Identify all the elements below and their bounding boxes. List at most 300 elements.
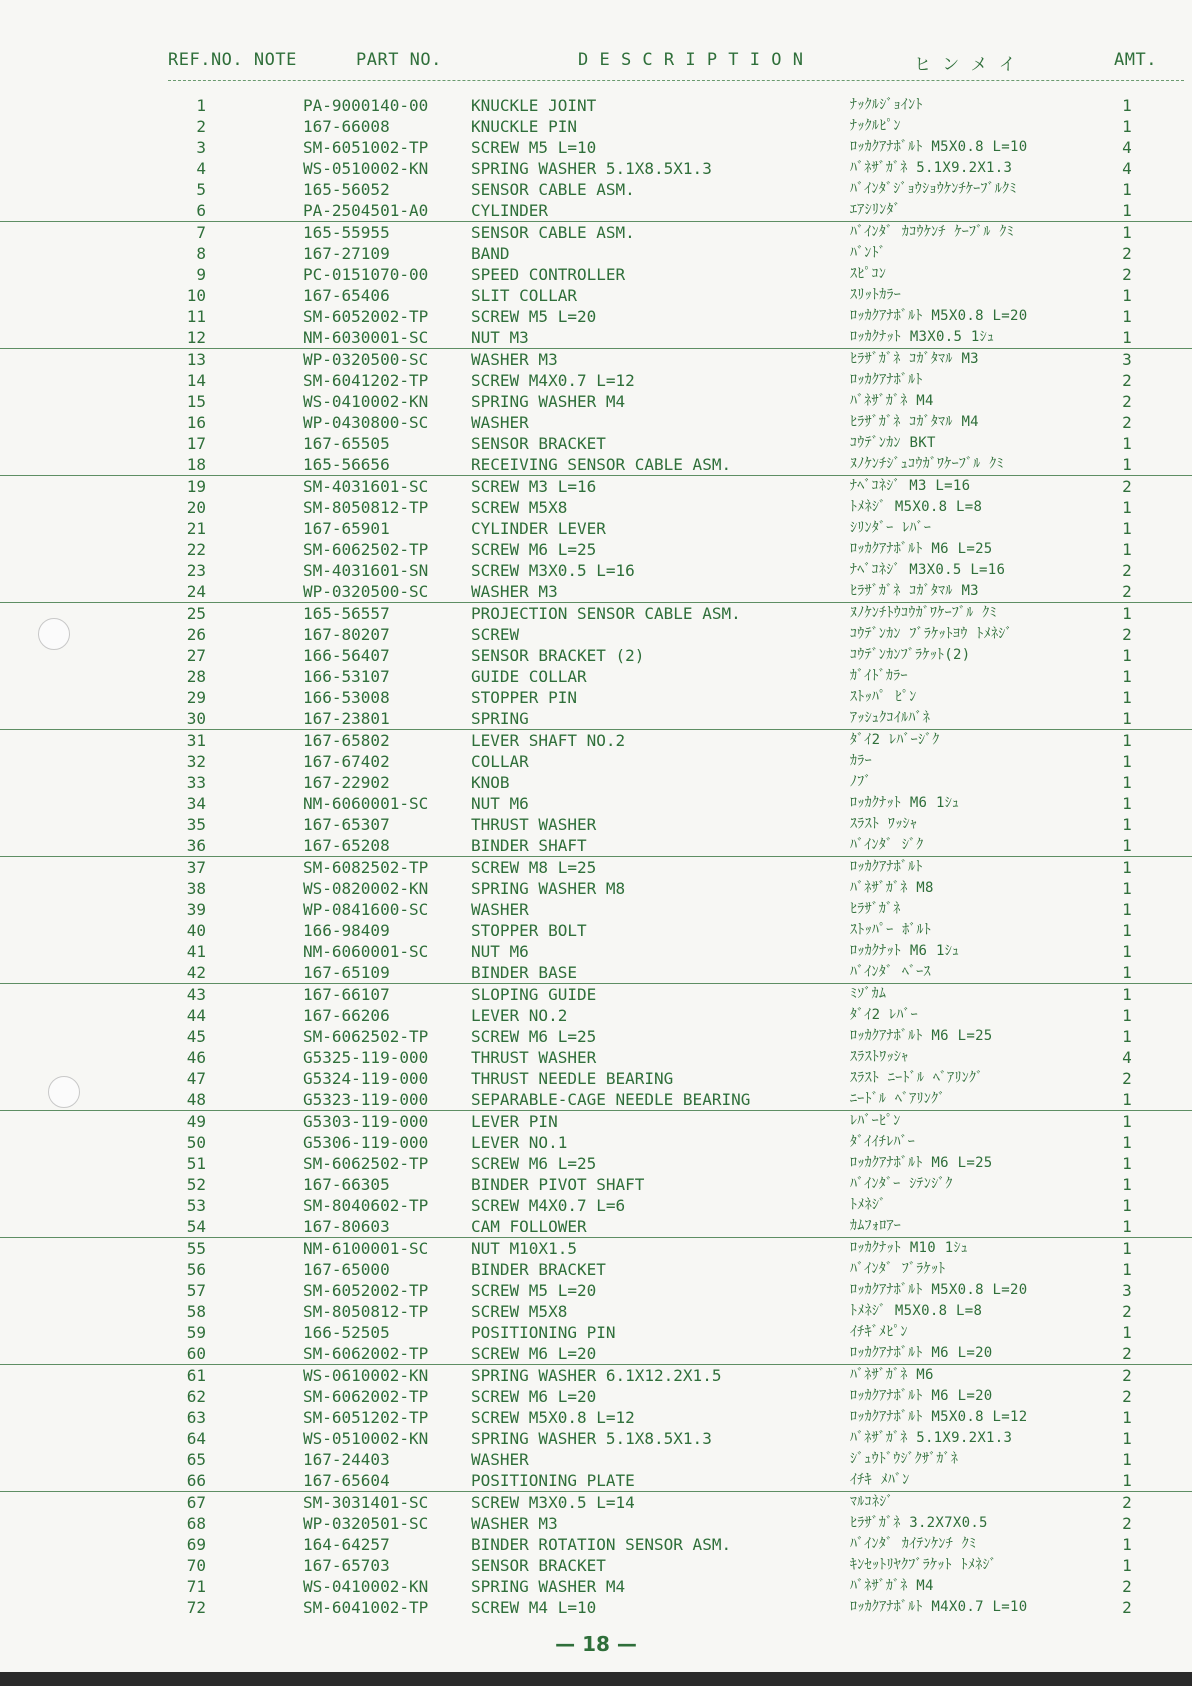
hinmei: ｽﾄｯﾊﾟ ﾋﾟﾝ	[850, 689, 917, 705]
table-row	[0, 1492, 1192, 1513]
part-number: WP-0841600-SC	[303, 900, 429, 919]
part-number: SM-6062002-TP	[303, 1344, 429, 1363]
description: SENSOR CABLE ASM.	[471, 223, 635, 242]
part-number: G5306-119-000	[303, 1133, 429, 1152]
part-number: 166-53107	[303, 667, 390, 686]
table-row	[0, 1301, 1192, 1322]
table-row	[0, 476, 1192, 497]
table-row	[0, 1534, 1192, 1555]
part-number: SM-6052002-TP	[303, 1281, 429, 1300]
ref-number: 39	[186, 900, 206, 919]
part-number: SM-6041202-TP	[303, 371, 429, 390]
ref-number: 14	[186, 371, 206, 390]
description: THRUST NEEDLE BEARING	[471, 1069, 674, 1088]
table-row	[0, 1216, 1192, 1238]
amount: 2	[1122, 244, 1132, 263]
ref-number: 17	[186, 434, 206, 453]
ref-number: 6	[196, 201, 206, 220]
part-number: G5324-119-000	[303, 1069, 429, 1088]
table-row	[0, 1470, 1192, 1492]
description: COLLAR	[471, 752, 529, 771]
amount: 1	[1122, 646, 1132, 665]
hinmei: ﾀﾞｲ2 ﾚﾊﾞｰｼﾞｸ	[850, 732, 940, 748]
ref-number: 56	[186, 1260, 206, 1279]
hinmei: ｽﾗｽﾄ ﾜｯｼｬ	[850, 816, 918, 832]
part-number: WS-0820002-KN	[303, 879, 429, 898]
ref-number: 64	[186, 1429, 206, 1448]
table-row	[0, 454, 1192, 476]
ref-number: 13	[186, 350, 206, 369]
amount: 4	[1122, 1048, 1132, 1067]
description: STOPPER PIN	[471, 688, 577, 707]
table-row	[0, 264, 1192, 285]
table-row	[0, 137, 1192, 158]
ref-number: 20	[186, 498, 206, 517]
ref-number: 67	[186, 1493, 206, 1512]
description: WASHER M3	[471, 1514, 558, 1533]
table-row	[0, 412, 1192, 433]
amount: 1	[1122, 1006, 1132, 1025]
ref-number: 18	[186, 455, 206, 474]
amount: 1	[1122, 455, 1132, 474]
header-hinmei: ヒ ン メ イ	[914, 55, 1017, 75]
part-number: SM-6051202-TP	[303, 1408, 429, 1427]
table-row	[0, 708, 1192, 730]
hinmei: ｽﾗｽﾄﾜｯｼｬ	[850, 1049, 909, 1065]
ref-number: 10	[186, 286, 206, 305]
part-number: 167-65208	[303, 836, 390, 855]
part-number: NM-6060001-SC	[303, 794, 429, 813]
hinmei: ﾀﾞｲｲﾁﾚﾊﾞｰ	[850, 1134, 916, 1150]
description: SCREW M5 L=20	[471, 1281, 597, 1300]
description: SCREW M5X8	[471, 1302, 568, 1321]
part-number: WP-0430800-SC	[303, 413, 429, 432]
amount: 1	[1122, 117, 1132, 136]
amount: 2	[1122, 1577, 1132, 1596]
ref-number: 28	[186, 667, 206, 686]
part-number: G5303-119-000	[303, 1112, 429, 1131]
table-row	[0, 793, 1192, 814]
hinmei: ﾆｰﾄﾞﾙ ﾍﾞｱﾘﾝｸﾞ	[850, 1091, 946, 1107]
hinmei: ﾛｯｶｸﾅｯﾄ M6 1ｼｭ	[850, 943, 960, 959]
part-number: PA-2504501-A0	[303, 201, 429, 220]
ref-number: 68	[186, 1514, 206, 1533]
hinmei: ﾄﾒﾈｼﾞ M5X0.8 L=8	[850, 1303, 983, 1319]
table-header	[0, 50, 1192, 78]
amount: 1	[1122, 667, 1132, 686]
ref-number: 5	[196, 180, 206, 199]
amount: 1	[1122, 921, 1132, 940]
hinmei: ｱｯｼｭｸｺｲﾙﾊﾞﾈ	[850, 710, 930, 726]
description: LEVER NO.1	[471, 1133, 568, 1152]
amount: 1	[1122, 985, 1132, 1004]
ref-number: 48	[186, 1090, 206, 1109]
description: PROJECTION SENSOR CABLE ASM.	[471, 604, 741, 623]
part-number: NM-6060001-SC	[303, 942, 429, 961]
table-row	[0, 285, 1192, 306]
amount: 1	[1122, 900, 1132, 919]
table-row	[0, 222, 1192, 243]
description: THRUST WASHER	[471, 815, 597, 834]
part-number: PC-0151070-00	[303, 265, 429, 284]
ref-number: 51	[186, 1154, 206, 1173]
part-number: SM-8040602-TP	[303, 1196, 429, 1215]
table-row	[0, 433, 1192, 454]
part-number: 167-66107	[303, 985, 390, 1004]
part-number: WS-0510002-KN	[303, 1429, 429, 1448]
ref-number: 27	[186, 646, 206, 665]
hinmei: ﾋﾗｻﾞｶﾞﾈ 3.2X7X0.5	[850, 1515, 988, 1531]
table-row	[0, 772, 1192, 793]
amount: 2	[1122, 265, 1132, 284]
table-row	[0, 1153, 1192, 1174]
table-row	[0, 920, 1192, 941]
part-number: 167-65000	[303, 1260, 390, 1279]
hinmei: ﾛｯｶｸｱﾅﾎﾞﾙﾄ M6 L=25	[850, 541, 993, 557]
hinmei: ﾛｯｶｸｱﾅﾎﾞﾙﾄ M4X0.7 L=10	[850, 1599, 1028, 1615]
table-row	[0, 1238, 1192, 1259]
ref-number: 4	[196, 159, 206, 178]
description: SCREW M6 L=25	[471, 1027, 597, 1046]
part-number: 166-52505	[303, 1323, 390, 1342]
amount: 1	[1122, 773, 1132, 792]
description: SCREW M4 L=10	[471, 1598, 597, 1617]
table-row	[0, 941, 1192, 962]
amount: 1	[1122, 540, 1132, 559]
part-number: 167-65703	[303, 1556, 390, 1575]
table-row	[0, 603, 1192, 624]
part-number: 167-66206	[303, 1006, 390, 1025]
ref-number: 31	[186, 731, 206, 750]
amount: 1	[1122, 434, 1132, 453]
part-number: 167-67402	[303, 752, 390, 771]
part-number: 167-65901	[303, 519, 390, 538]
part-number: 165-55955	[303, 223, 390, 242]
description: SCREW M5 L=20	[471, 307, 597, 326]
part-number: WP-0320501-SC	[303, 1514, 429, 1533]
amount: 4	[1122, 159, 1132, 178]
part-number: WS-0410002-KN	[303, 1577, 429, 1596]
hinmei: ﾇﾉｹﾝﾁｼﾞｭｺｳｶﾞﾜｹｰﾌﾞﾙ ｸﾐ	[850, 456, 1004, 472]
amount: 1	[1122, 328, 1132, 347]
part-number: 165-56656	[303, 455, 390, 474]
hinmei: ﾅﾍﾞｺﾈｼﾞ M3X0.5 L=16	[850, 562, 1006, 578]
table-row	[0, 751, 1192, 772]
description: SCREW M4X0.7 L=6	[471, 1196, 626, 1215]
amount: 1	[1122, 604, 1132, 623]
amount: 1	[1122, 286, 1132, 305]
amount: 2	[1122, 1302, 1132, 1321]
hinmei: ｲﾁｷﾞﾒﾋﾟﾝ	[850, 1324, 908, 1340]
ref-number: 15	[186, 392, 206, 411]
table-row	[0, 1047, 1192, 1068]
table-row	[0, 899, 1192, 920]
part-number: 167-80207	[303, 625, 390, 644]
description: SCREW M3X0.5 L=14	[471, 1493, 635, 1512]
description: SCREW M8 L=25	[471, 858, 597, 877]
ref-number: 63	[186, 1408, 206, 1427]
ref-number: 42	[186, 963, 206, 982]
description: SLIT COLLAR	[471, 286, 577, 305]
amount: 1	[1122, 201, 1132, 220]
ref-number: 69	[186, 1535, 206, 1554]
amount: 2	[1122, 1493, 1132, 1512]
table-row	[0, 835, 1192, 857]
amount: 2	[1122, 392, 1132, 411]
ref-number: 21	[186, 519, 206, 538]
amount: 1	[1122, 942, 1132, 961]
table-row	[0, 624, 1192, 645]
part-number: G5325-119-000	[303, 1048, 429, 1067]
amount: 2	[1122, 625, 1132, 644]
hinmei: ﾛｯｶｸｱﾅﾎﾞﾙﾄ M5X0.8 L=12	[850, 1409, 1028, 1425]
hinmei: ﾊﾞﾈｻﾞｶﾞﾈ 5.1X9.2X1.3	[850, 160, 1013, 176]
description: SPRING WASHER M4	[471, 392, 626, 411]
amount: 1	[1122, 879, 1132, 898]
hinmei: ﾛｯｶｸｱﾅﾎﾞﾙﾄ M5X0.8 L=20	[850, 1282, 1028, 1298]
hinmei: ｷﾝｾｯﾄﾘﾔｸﾌﾞﾗｹｯﾄ ﾄﾒﾈｼﾞ	[850, 1557, 997, 1573]
hinmei: ﾛｯｶｸｱﾅﾎﾞﾙﾄ M6 L=25	[850, 1155, 993, 1171]
ref-number: 46	[186, 1048, 206, 1067]
part-number: 167-65307	[303, 815, 390, 834]
hinmei: ﾋﾗｻﾞｶﾞﾈ	[850, 901, 901, 917]
hinmei: ﾛｯｶｸﾅｯﾄ M10 1ｼｭ	[850, 1240, 969, 1256]
ref-number: 61	[186, 1366, 206, 1385]
amount: 1	[1122, 794, 1132, 813]
description: SPRING WASHER 5.1X8.5X1.3	[471, 1429, 712, 1448]
hinmei: ﾛｯｶｸｱﾅﾎﾞﾙﾄ M6 L=25	[850, 1028, 993, 1044]
hinmei: ﾛｯｶｸｱﾅﾎﾞﾙﾄ M6 L=20	[850, 1388, 993, 1404]
amount: 2	[1122, 1598, 1132, 1617]
ref-number: 59	[186, 1323, 206, 1342]
table-row	[0, 370, 1192, 391]
amount: 1	[1122, 1175, 1132, 1194]
table-row	[0, 645, 1192, 666]
table-row	[0, 1576, 1192, 1597]
description: SPRING WASHER M4	[471, 1577, 626, 1596]
part-number: 167-27109	[303, 244, 390, 263]
table-row	[0, 158, 1192, 179]
part-number: G5323-119-000	[303, 1090, 429, 1109]
ref-number: 25	[186, 604, 206, 623]
hinmei: ｶﾗｰ	[850, 753, 872, 769]
amount: 1	[1122, 731, 1132, 750]
table-row	[0, 1555, 1192, 1576]
table-row	[0, 962, 1192, 984]
hinmei: ﾉﾌﾞ	[850, 774, 872, 790]
hinmei: ﾛｯｶｸﾅｯﾄ M6 1ｼｭ	[850, 795, 960, 811]
part-number: SM-6052002-TP	[303, 307, 429, 326]
header-divider	[168, 80, 1184, 81]
amount: 1	[1122, 1112, 1132, 1131]
amount: 1	[1122, 1090, 1132, 1109]
page-number: — 18 —	[555, 1632, 637, 1656]
header-ref-note: REF.NO. NOTE	[168, 50, 297, 70]
table-row	[0, 1026, 1192, 1047]
description: WASHER M3	[471, 582, 558, 601]
table-row	[0, 518, 1192, 539]
ref-number: 38	[186, 879, 206, 898]
description: POSITIONING PLATE	[471, 1471, 635, 1490]
part-number: WS-0610002-KN	[303, 1366, 429, 1385]
amount: 2	[1122, 371, 1132, 390]
hinmei: ｽﾘｯﾄｶﾗｰ	[850, 287, 902, 303]
description: KNUCKLE PIN	[471, 117, 577, 136]
part-number: 166-56407	[303, 646, 390, 665]
amount: 1	[1122, 223, 1132, 242]
description: SPRING WASHER M8	[471, 879, 626, 898]
part-number: 167-65406	[303, 286, 390, 305]
ref-number: 52	[186, 1175, 206, 1194]
part-number: SM-6062502-TP	[303, 1154, 429, 1173]
amount: 2	[1122, 561, 1132, 580]
amount: 1	[1122, 858, 1132, 877]
table-row	[0, 1174, 1192, 1195]
part-number: 167-23801	[303, 709, 390, 728]
hinmei: ﾄﾒﾈｼﾞ	[850, 1197, 887, 1213]
part-number: 165-56557	[303, 604, 390, 623]
amount: 2	[1122, 1344, 1132, 1363]
table-row	[0, 349, 1192, 370]
ref-number: 41	[186, 942, 206, 961]
hinmei: ﾛｯｶｸｱﾅﾎﾞﾙﾄ	[850, 859, 923, 875]
amount: 1	[1122, 1239, 1132, 1258]
ref-number: 2	[196, 117, 206, 136]
part-number: SM-6062502-TP	[303, 1027, 429, 1046]
description: BINDER BRACKET	[471, 1260, 606, 1279]
amount: 1	[1122, 1471, 1132, 1490]
amount: 1	[1122, 519, 1132, 538]
hinmei: ﾋﾗｻﾞｶﾞﾈ ｺｶﾞﾀﾏﾙ M3	[850, 351, 979, 367]
hinmei: ﾋﾗｻﾞｶﾞﾈ ｺｶﾞﾀﾏﾙ M4	[850, 414, 979, 430]
description: CAM FOLLOWER	[471, 1217, 587, 1236]
hinmei: ﾊﾞﾈｻﾞｶﾞﾈ 5.1X9.2X1.3	[850, 1430, 1013, 1446]
hinmei: ﾊﾞﾈｻﾞｶﾞﾈ M4	[850, 1578, 934, 1594]
description: KNOB	[471, 773, 510, 792]
ref-number: 37	[186, 858, 206, 877]
hinmei: ｼﾞｭｳﾄﾞｳｼﾞｸｻﾞｶﾞﾈ	[850, 1451, 958, 1467]
table-row	[0, 1365, 1192, 1386]
hinmei: ｽﾋﾟｺﾝ	[850, 266, 887, 282]
description: NUT M3	[471, 328, 529, 347]
ref-number: 55	[186, 1239, 206, 1258]
scan-edge	[0, 1672, 1192, 1686]
part-number: NM-6030001-SC	[303, 328, 429, 347]
ref-number: 26	[186, 625, 206, 644]
table-row	[0, 391, 1192, 412]
ref-number: 36	[186, 836, 206, 855]
hinmei: ﾛｯｶｸﾅｯﾄ M3X0.5 1ｼｭ	[850, 329, 995, 345]
table-row	[0, 1089, 1192, 1111]
table-row	[0, 1005, 1192, 1026]
description: SENSOR BRACKET (2)	[471, 646, 645, 665]
ref-number: 30	[186, 709, 206, 728]
hinmei: ﾊﾞｲﾝﾀﾞ ｶｲﾃﾝｹﾝﾁ ｸﾐ	[850, 1536, 977, 1552]
table-row	[0, 666, 1192, 687]
part-number: SM-4031601-SN	[303, 561, 429, 580]
table-row	[0, 1449, 1192, 1470]
hinmei: ﾛｯｶｸｱﾅﾎﾞﾙﾄ M5X0.8 L=20	[850, 308, 1028, 324]
hinmei: ｺｳﾃﾞﾝｶﾝ BKT	[850, 435, 936, 451]
ref-number: 47	[186, 1069, 206, 1088]
table-row	[0, 1597, 1192, 1618]
part-number: 167-65109	[303, 963, 390, 982]
description: THRUST WASHER	[471, 1048, 597, 1067]
hinmei: ﾐｿﾞｶﾑ	[850, 986, 887, 1002]
part-number: 167-65505	[303, 434, 390, 453]
amount: 4	[1122, 138, 1132, 157]
amount: 2	[1122, 1387, 1132, 1406]
table-row	[0, 1386, 1192, 1407]
ref-number: 45	[186, 1027, 206, 1046]
description: WASHER	[471, 900, 529, 919]
ref-number: 50	[186, 1133, 206, 1152]
ref-number: 70	[186, 1556, 206, 1575]
ref-number: 58	[186, 1302, 206, 1321]
amount: 1	[1122, 815, 1132, 834]
hinmei: ｺｳﾃﾞﾝｶﾝ ﾌﾞﾗｹｯﾄﾖｳ ﾄﾒﾈｼﾞ	[850, 626, 1013, 642]
part-number: SM-4031601-SC	[303, 477, 429, 496]
part-number: WP-0320500-SC	[303, 350, 429, 369]
table-row	[0, 1280, 1192, 1301]
hinmei: ﾏﾙｺﾈｼﾞ	[850, 1494, 894, 1510]
part-number: 165-56052	[303, 180, 390, 199]
table-row	[0, 1195, 1192, 1216]
description: BINDER PIVOT SHAFT	[471, 1175, 645, 1194]
part-number: NM-6100001-SC	[303, 1239, 429, 1258]
part-number: 167-66305	[303, 1175, 390, 1194]
amount: 1	[1122, 709, 1132, 728]
description: SPEED CONTROLLER	[471, 265, 626, 284]
description: SPRING WASHER 5.1X8.5X1.3	[471, 159, 712, 178]
ref-number: 66	[186, 1471, 206, 1490]
part-number: PA-9000140-00	[303, 96, 429, 115]
description: GUIDE COLLAR	[471, 667, 587, 686]
hinmei: ﾛｯｶｸｱﾅﾎﾞﾙﾄ M6 L=20	[850, 1345, 993, 1361]
description: SCREW M6 L=25	[471, 540, 597, 559]
part-number: SM-6062002-TP	[303, 1387, 429, 1406]
table-row	[0, 1132, 1192, 1153]
description: SCREW M5X8	[471, 498, 568, 517]
part-number: WS-0410002-KN	[303, 392, 429, 411]
amount: 2	[1122, 582, 1132, 601]
hinmei: ﾊﾞﾝﾄﾞ	[850, 245, 886, 261]
description: SEPARABLE-CAGE NEEDLE BEARING	[471, 1090, 751, 1109]
table-row	[0, 1343, 1192, 1365]
description: BAND	[471, 244, 510, 263]
ref-number: 16	[186, 413, 206, 432]
hinmei: ﾋﾗｻﾞｶﾞﾈ ｺｶﾞﾀﾏﾙ M3	[850, 583, 979, 599]
description: LEVER SHAFT NO.2	[471, 731, 626, 750]
ref-number: 44	[186, 1006, 206, 1025]
hinmei: ﾊﾞｲﾝﾀﾞ ｼﾞｸ	[850, 837, 924, 853]
ref-number: 22	[186, 540, 206, 559]
table-row	[0, 327, 1192, 349]
table-row	[0, 581, 1192, 603]
hinmei: ﾅｯｸﾙﾋﾟﾝ	[850, 118, 901, 134]
hinmei: ｶﾑﾌｫﾛｱｰ	[850, 1218, 902, 1234]
ref-number: 24	[186, 582, 206, 601]
amount: 1	[1122, 1154, 1132, 1173]
description: NUT M6	[471, 794, 529, 813]
description: RECEIVING SENSOR CABLE ASM.	[471, 455, 732, 474]
description: LEVER PIN	[471, 1112, 558, 1131]
ref-number: 11	[186, 307, 206, 326]
header-description: D E S C R I P T I O N	[578, 50, 804, 70]
amount: 1	[1122, 1323, 1132, 1342]
hinmei: ﾛｯｶｸｱﾅﾎﾞﾙﾄ M5X0.8 L=10	[850, 139, 1028, 155]
table-row	[0, 1111, 1192, 1132]
